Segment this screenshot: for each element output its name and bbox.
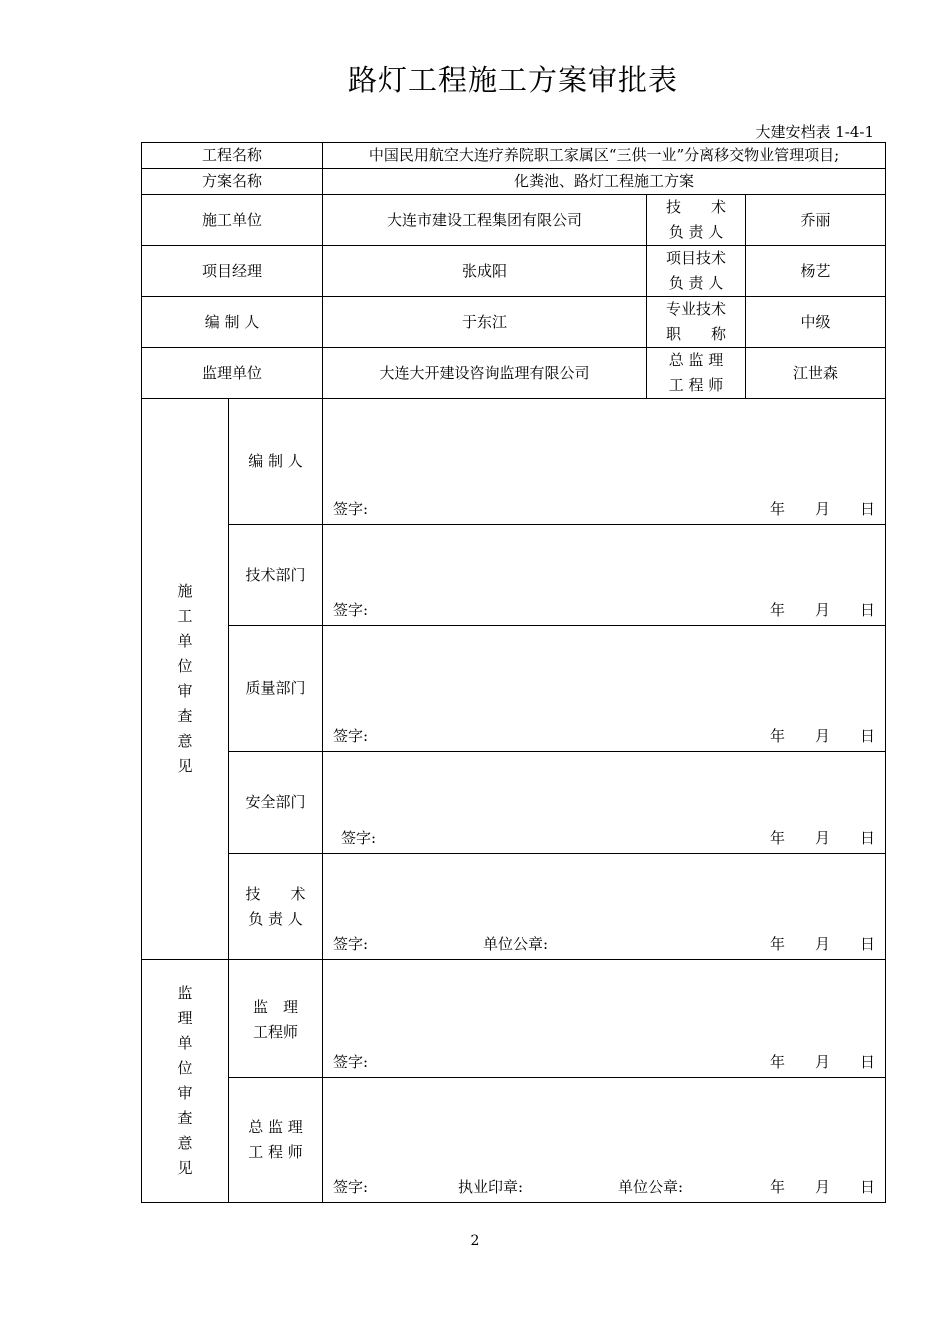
date-field: 年 月 日 xyxy=(770,1053,876,1071)
chief-sup-engineer-label: 总 监 理 工 程 师 xyxy=(229,1078,323,1203)
form-code: 大建安档表 1-4-1 xyxy=(755,123,874,141)
review-tech-dept-opinion[interactable] xyxy=(323,525,886,626)
chief-sup-engineer-opinion[interactable] xyxy=(323,1078,886,1203)
review-author-opinion[interactable] xyxy=(323,399,886,525)
approval-form-table xyxy=(141,142,886,1203)
title-grade-label-line1: 专业技术 xyxy=(666,300,727,318)
pm-tech-label xyxy=(647,246,746,297)
date-field: 年 月 日 xyxy=(770,935,876,953)
signature-label: 签字: xyxy=(333,601,369,619)
chief-sup-engineer-row xyxy=(142,1078,886,1203)
tech-lead-label-line2: 负 责 人 xyxy=(668,223,724,241)
unit-seal-label: 单位公章: xyxy=(618,1178,684,1196)
pm-tech-label-line2: 负 责 人 xyxy=(668,274,724,292)
signature-row xyxy=(333,598,875,623)
review-safety-dept-label: 安全部门 xyxy=(229,752,323,854)
chief-sup-label xyxy=(647,348,746,399)
signature-row xyxy=(333,1050,875,1075)
review-tech-dept-row xyxy=(142,525,886,626)
contractor-value: 大连市建设工程集团有限公司 xyxy=(323,195,647,246)
review-author-row xyxy=(142,399,886,525)
review-safety-dept-row xyxy=(142,752,886,854)
tech-lead-value: 乔丽 xyxy=(746,195,886,246)
date-field: 年 月 日 xyxy=(770,829,876,847)
plan-name-value: 化粪池、路灯工程施工方案 xyxy=(323,169,886,195)
project-name-value: 中国民用航空大连疗养院职工家属区“三供一业”分离移交物业管理项目; xyxy=(323,143,886,169)
tech-lead-label xyxy=(647,195,746,246)
contractor-label: 施工单位 xyxy=(142,195,323,246)
supervisor-review-group-label: 监 理 单 位 审 查 意 见 xyxy=(142,960,229,1203)
review-safety-dept-opinion[interactable] xyxy=(323,752,886,854)
plan-name-label: 方案名称 xyxy=(142,169,323,195)
date-field: 年 月 日 xyxy=(770,601,876,619)
title-grade-label-line2: 职 称 xyxy=(666,325,727,343)
supervisor-value: 大连大开建设咨询监理有限公司 xyxy=(323,348,647,399)
signature-label: 签字: xyxy=(333,727,369,745)
review-tech-lead-label: 技 术 负 责 人 xyxy=(229,854,323,960)
date-field: 年 月 日 xyxy=(770,727,876,745)
sup-engineer-opinion[interactable] xyxy=(323,960,886,1078)
title-grade-value: 中级 xyxy=(746,297,886,348)
author-value: 于东江 xyxy=(323,297,647,348)
unit-seal-label: 单位公章: xyxy=(483,935,549,953)
signature-label: 签字: xyxy=(341,829,377,847)
sup-engineer-label: 监 理 工程师 xyxy=(229,960,323,1078)
pm-tech-label-line1: 项目技术 xyxy=(666,249,727,267)
signature-row xyxy=(333,826,875,851)
row-project-manager xyxy=(142,246,886,297)
review-quality-dept-label: 质量部门 xyxy=(229,626,323,752)
chief-sup-value: 江世森 xyxy=(746,348,886,399)
date-field: 年 月 日 xyxy=(770,1178,876,1196)
review-quality-dept-opinion[interactable] xyxy=(323,626,886,752)
chief-sup-label-line1: 总 监 理 xyxy=(668,351,724,369)
chief-sup-label-line2: 工 程 师 xyxy=(668,376,724,394)
signature-label: 签字: xyxy=(333,935,369,953)
row-plan-name xyxy=(142,169,886,195)
signature-label: 签字: xyxy=(333,1053,369,1071)
review-tech-lead-row xyxy=(142,854,886,960)
author-label: 编 制 人 xyxy=(142,297,323,348)
supervisor-label: 监理单位 xyxy=(142,348,323,399)
tech-lead-label-line1: 技 术 xyxy=(666,198,727,216)
project-name-label: 工程名称 xyxy=(142,143,323,169)
title-grade-label xyxy=(647,297,746,348)
sup-engineer-row xyxy=(142,960,886,1078)
row-author xyxy=(142,297,886,348)
practice-seal-label: 执业印章: xyxy=(458,1178,524,1196)
signature-row xyxy=(333,497,875,522)
row-project-name xyxy=(142,143,886,169)
date-field: 年 月 日 xyxy=(770,500,876,518)
pm-label: 项目经理 xyxy=(142,246,323,297)
signature-row xyxy=(333,932,875,957)
pm-tech-value: 杨艺 xyxy=(746,246,886,297)
pm-value: 张成阳 xyxy=(323,246,647,297)
row-contractor xyxy=(142,195,886,246)
row-supervisor xyxy=(142,348,886,399)
review-quality-dept-row xyxy=(142,626,886,752)
review-tech-lead-opinion[interactable] xyxy=(323,854,886,960)
review-tech-dept-label: 技术部门 xyxy=(229,525,323,626)
page-number: 2 xyxy=(470,1233,480,1249)
review-author-label: 编 制 人 xyxy=(229,399,323,525)
contractor-review-group-label: 施 工 单 位 审 查 意 见 xyxy=(142,399,229,960)
signature-label: 签字: xyxy=(333,500,369,518)
form-title: 路灯工程施工方案审批表 xyxy=(347,63,678,97)
signature-label: 签字: xyxy=(333,1178,369,1196)
signature-row xyxy=(333,724,875,749)
signature-row xyxy=(333,1175,875,1200)
